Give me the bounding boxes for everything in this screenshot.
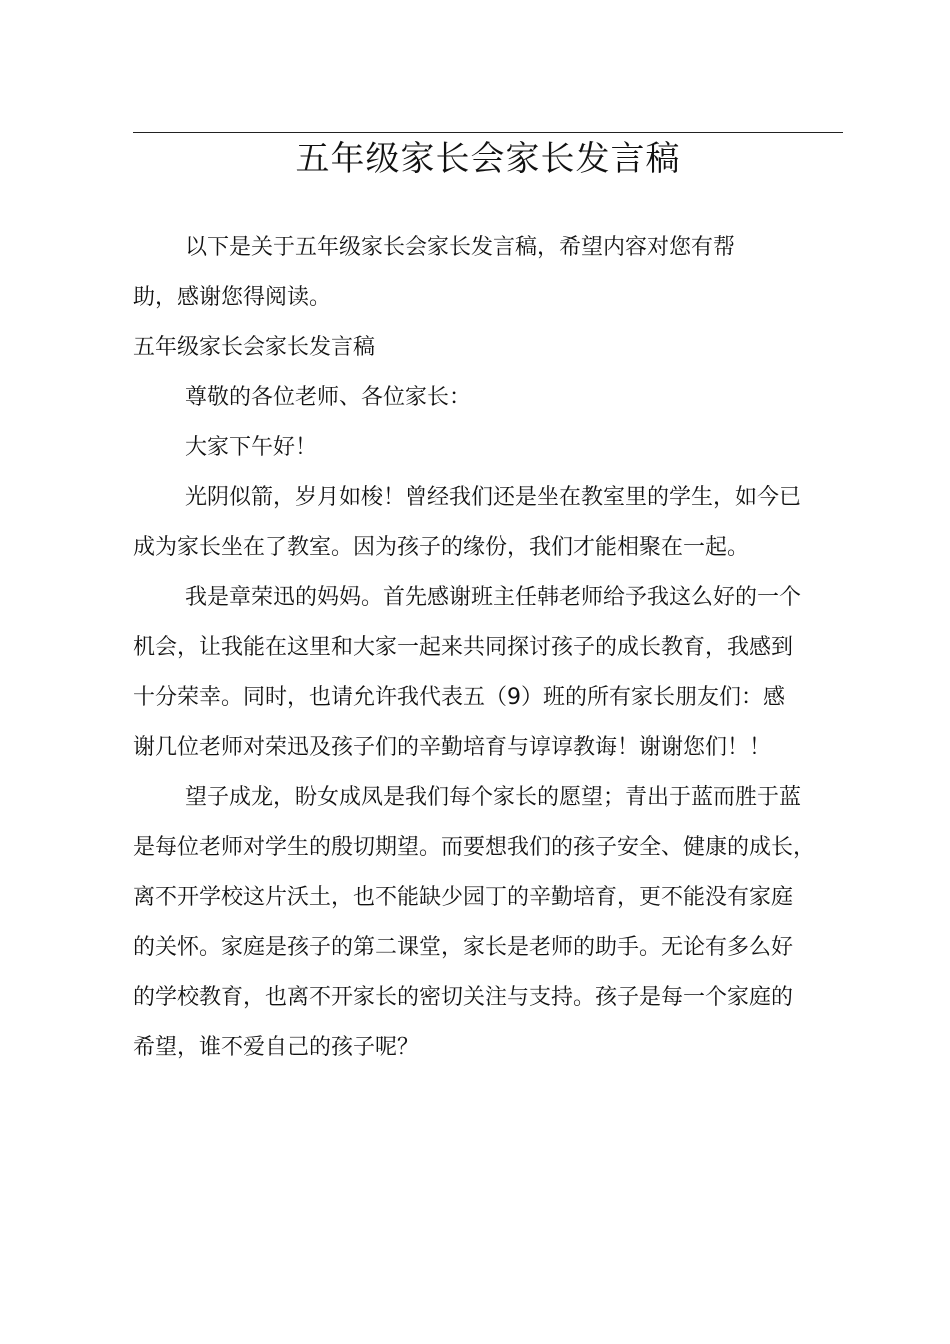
paragraph-3-line-6: 希望，谁不爱自己的孩子呢？ [133,1035,420,1060]
section-heading: 五年级家长会家长发言稿 [133,335,376,360]
paragraph-3-line-2: 是每位老师对学生的殷切期望。而要想我们的孩子安全、健康的成长， [133,835,816,860]
paragraph-2-line-2: 机会，让我能在这里和大家一起来共同探讨孩子的成长教育，我感到 [133,635,794,660]
paragraph-2-line-3: 十分荣幸。同时，也请允许我代表五（9）班的所有家长朋友们：感 [133,685,785,710]
paragraph-1-line-1: 光阴似箭，岁月如梭！曾经我们还是坐在教室里的学生，如今已 [185,485,802,510]
greeting: 大家下午好！ [185,435,318,460]
paragraph-3-line-3: 离不开学校这片沃土，也不能缺少园丁的辛勤培育，更不能没有家庭 [133,885,794,910]
paragraph-1-line-2: 成为家长坐在了教室。因为孩子的缘份，我们才能相聚在一起。 [133,535,750,560]
paragraph-3-line-5: 的学校教育，也离不开家长的密切关注与支持。孩子是每一个家庭的 [133,985,794,1010]
intro-line-2: 助，感谢您得阅读。 [133,285,332,310]
paragraph-3-line-4: 的关怀。家庭是孩子的第二课堂，家长是老师的助手。无论有多么好 [133,935,794,960]
salutation: 尊敬的各位老师、各位家长： [185,385,472,410]
paragraph-3-line-1: 望子成龙，盼女成凤是我们每个家长的愿望；青出于蓝而胜于蓝 [185,785,802,810]
header-rule [133,132,843,133]
document-title: 五年级家长会家长发言稿 [295,139,681,179]
paragraph-2-line-1: 我是章荣迅的妈妈。首先感谢班主任韩老师给予我这么好的一个 [185,585,802,610]
intro-line-1: 以下是关于五年级家长会家长发言稿，希望内容对您有帮 [185,235,736,260]
paragraph-2-line-4: 谢几位老师对荣迅及孩子们的辛勤培育与谆谆教诲！谢谢您们！！ [133,735,772,760]
